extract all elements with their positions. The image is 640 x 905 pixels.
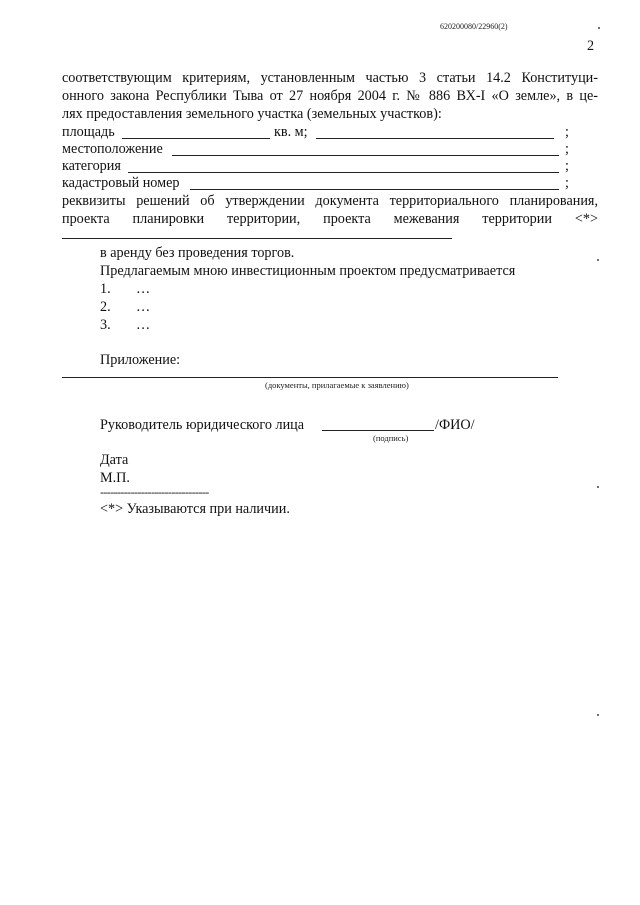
para2-line2 <box>62 211 598 228</box>
stamp-label: М.П. <box>100 470 130 486</box>
category-value-line <box>128 172 559 173</box>
list-item-number: 3. <box>100 317 111 333</box>
signature-line <box>322 430 434 431</box>
area-unit: кв. м; <box>274 124 308 140</box>
scan-speck <box>598 27 600 29</box>
document-code: 620200080/22960(2) <box>440 22 508 31</box>
attachment-caption: (документы, прилагаемые к заявлению) <box>265 380 409 390</box>
para2-word: проекта <box>323 211 371 227</box>
cadastral-label: кадастровый номер <box>62 175 180 191</box>
para1-line2: онного закона Республики Тыва от 27 ноября 2004 г. № 886 ВХ-I «О земле», в це- <box>62 88 598 104</box>
attachment-line <box>62 377 558 378</box>
footnote-separator: -------------------------------- <box>100 485 209 499</box>
date-label: Дата <box>100 452 129 468</box>
para2-word: планировки <box>132 211 205 227</box>
list-item-text: … <box>136 317 151 333</box>
location-value-line <box>172 155 559 156</box>
category-label: категория <box>62 158 121 174</box>
para2-word: проекта <box>62 211 110 227</box>
list-item-number: 2. <box>100 299 111 315</box>
cadastral-semicolon: ; <box>565 175 569 191</box>
cadastral-value-line <box>190 189 559 190</box>
para2-word: территории, <box>226 211 301 227</box>
location-label: местоположение <box>62 141 163 157</box>
scan-speck <box>597 486 599 488</box>
para1-line1: соответствующим критериям, установленным частью 3 статьи 14.2 Конституци- <box>62 70 598 86</box>
para2-line1: реквизиты решений об утверждении документа территориального планирования, <box>62 193 598 209</box>
project-text: Предлагаемым мною инвестиционным проектом предусматривается <box>100 263 516 279</box>
scan-speck <box>597 714 599 716</box>
attachment-label: Приложение: <box>100 352 181 368</box>
fio-label: /ФИО/ <box>435 417 475 433</box>
list-item-number: 1. <box>100 281 111 297</box>
area-label: площадь <box>62 124 115 140</box>
scan-speck <box>597 259 599 261</box>
location-semicolon: ; <box>565 141 569 157</box>
para2-word: межевания <box>393 211 460 227</box>
signature-caption: (подпись) <box>373 433 409 443</box>
area-extra-line <box>316 138 554 139</box>
para2-footnote-mark: <*> <box>574 211 598 227</box>
area-value-line <box>122 138 270 139</box>
page-number: 2 <box>587 38 595 54</box>
area-semicolon: ; <box>565 124 569 140</box>
category-semicolon: ; <box>565 158 569 174</box>
planning-docs-line <box>62 238 452 239</box>
head-label: Руководитель юридического лица <box>100 417 305 433</box>
para1-line3: лях предоставления земельного участка (земельных участков): <box>62 106 442 122</box>
list-item-text: … <box>136 299 151 315</box>
list-item-text: … <box>136 281 151 297</box>
footnote-text: <*> Указываются при наличии. <box>100 501 290 517</box>
para2-word: территории <box>482 211 552 227</box>
lease-text: в аренду без проведения торгов. <box>100 245 295 261</box>
